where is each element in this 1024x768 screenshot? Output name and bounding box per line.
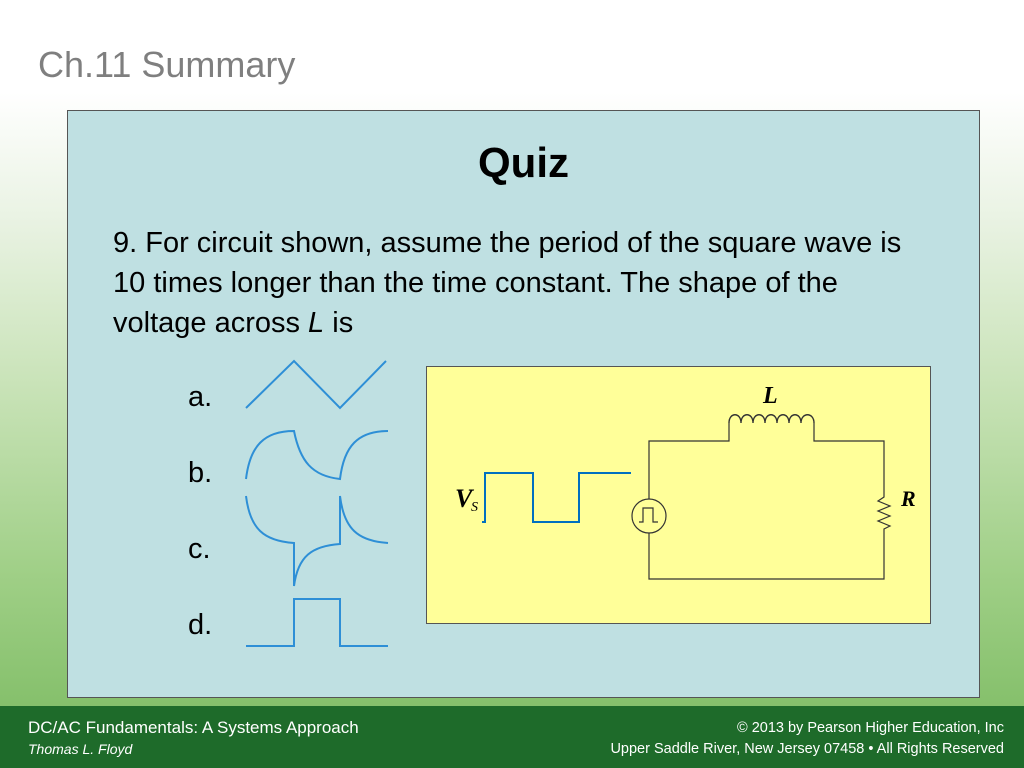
copyright-line: © 2013 by Pearson Higher Education, Inc <box>736 720 1004 736</box>
waveform-b-exponential[interactable] <box>246 431 388 479</box>
voltage-source-icon <box>632 499 666 533</box>
circuit-diagram <box>426 366 931 624</box>
resistor-icon <box>878 493 890 533</box>
quiz-heading: Quiz <box>478 139 569 186</box>
footer-book-info <box>28 718 359 757</box>
choice-d-label[interactable]: d. <box>188 609 213 641</box>
waveform-c-spikes[interactable] <box>246 496 388 586</box>
choice-b-label[interactable]: b. <box>188 457 213 489</box>
footer-bar <box>0 706 1024 768</box>
address-line: Upper Saddle River, New Jersey 07458 • All Rights Reserved <box>610 741 1004 757</box>
waveform-a-triangle[interactable] <box>246 361 386 408</box>
choice-a-label[interactable]: a. <box>188 381 213 413</box>
waveform-d-square[interactable] <box>246 599 388 646</box>
source-subscript: S <box>471 500 478 515</box>
question-part1: 9. For circuit shown, assume the period of the square wave is 10 times longer than the time constant. The shape of the voltage across <box>113 227 902 339</box>
choice-c-label[interactable]: c. <box>188 533 211 565</box>
slide-title: Ch.11 Summary <box>38 44 296 85</box>
circuit-wire-bottom <box>649 531 884 579</box>
input-square-wave <box>482 473 631 522</box>
resistor-label: R <box>901 486 916 511</box>
footer-copyright <box>610 718 1004 760</box>
inductor-label: L <box>763 383 778 409</box>
circuit-wire-top <box>649 423 729 501</box>
footer-book-title: DC/AC Fundamentals: A Systems Approach <box>28 718 359 737</box>
quiz-panel <box>67 110 980 698</box>
inductor-icon <box>729 415 814 423</box>
question-text <box>113 223 933 343</box>
question-var: L <box>308 307 325 339</box>
source-label: V <box>455 484 473 513</box>
footer-author: Thomas L. Floyd <box>28 741 133 757</box>
circuit-wire-top-right <box>814 423 884 493</box>
question-part2: is <box>324 307 354 339</box>
